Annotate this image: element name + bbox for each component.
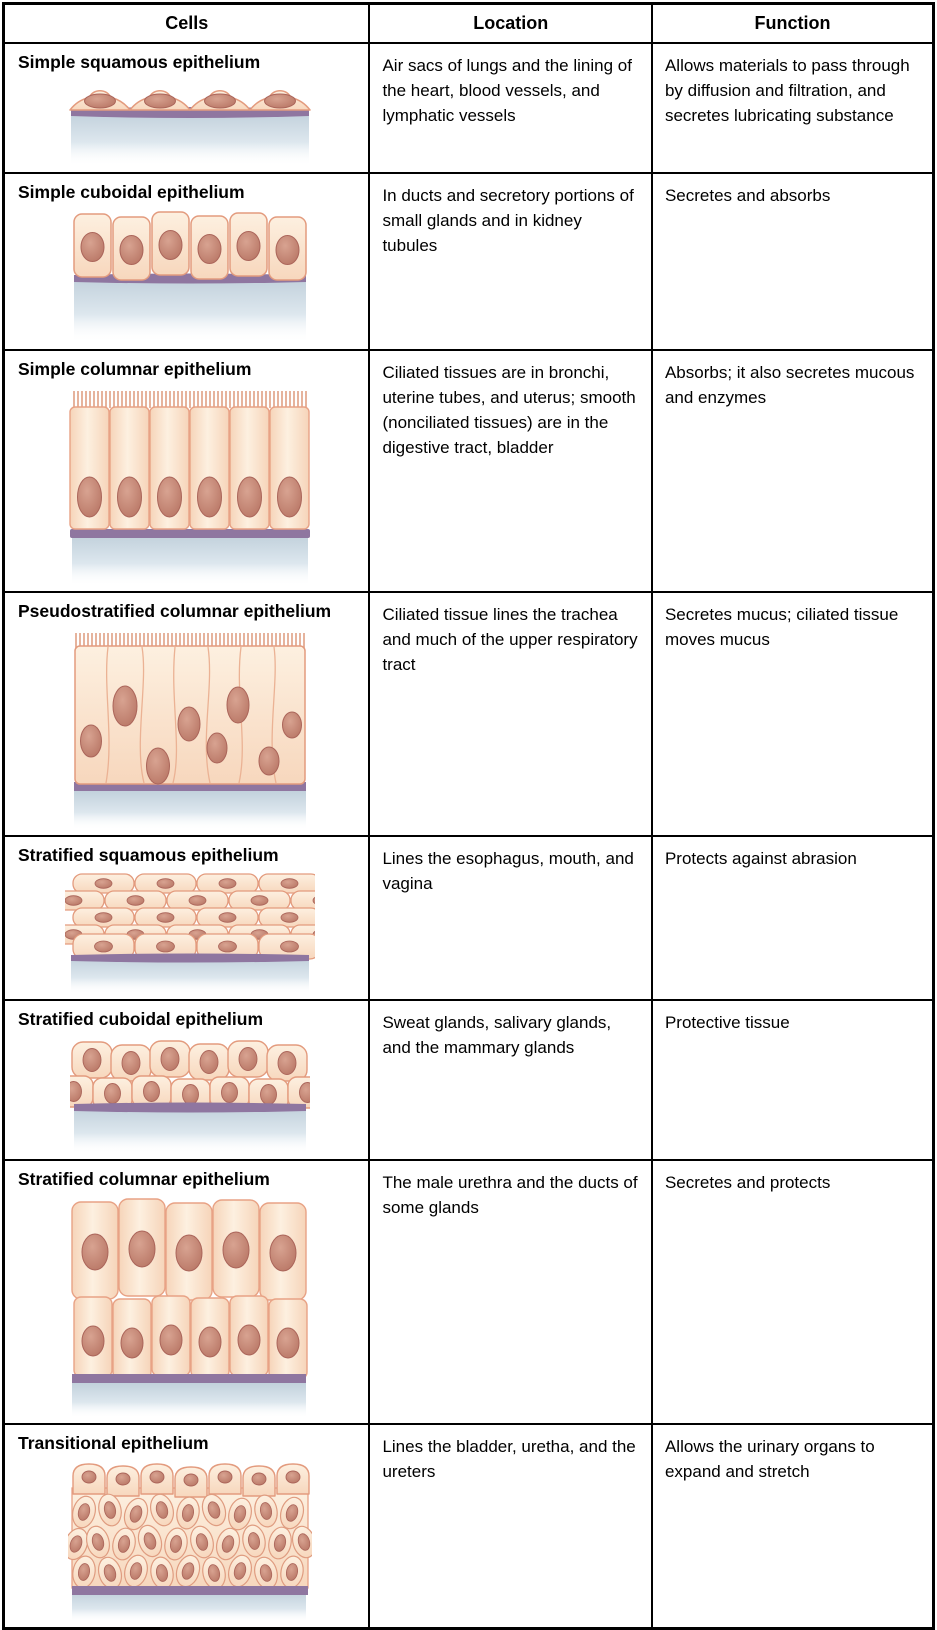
location-cell: The male urethra and the ducts of some glands — [369, 1160, 652, 1424]
location-cell: Ciliated tissues are in bronchi, uterine tubes, and uterus; smooth (nonciliated tissues) are in the digestive tract, bladder — [369, 350, 652, 592]
table-row — [4, 43, 934, 173]
table-row — [4, 1000, 934, 1160]
table-row — [4, 173, 934, 350]
location-cell: Ciliated tissue lines the trachea and much of the upper respiratory tract — [369, 592, 652, 836]
header-cells: Cells — [4, 4, 370, 43]
epithelium-table-page — [0, 2, 937, 1504]
cell-name-cell — [4, 836, 370, 1000]
cell-name-cell — [4, 592, 370, 836]
simple-squamous-epithelium-illustration — [65, 79, 315, 167]
tissue-name: Stratified squamous epithelium — [18, 844, 279, 865]
function-cell: Protective tissue — [652, 1000, 934, 1160]
tissue-name: Transitional epithelium — [18, 1432, 209, 1453]
stratified-squamous-epithelium-illustration — [65, 872, 315, 994]
function-cell: Allows the urinary organs to expand and stretch — [652, 1424, 934, 1629]
pseudostratified-columnar-epithelium-illustration — [70, 628, 310, 830]
function-cell: Allows materials to pass through by diffusion and filtration, and secretes lubricating substance — [652, 43, 934, 173]
table-row — [4, 836, 934, 1000]
location-cell: Sweat glands, salivary glands, and the mammary glands — [369, 1000, 652, 1160]
function-cell: Absorbs; it also secretes mucous and enzymes — [652, 350, 934, 592]
transitional-epithelium-illustration — [68, 1460, 312, 1622]
table-row — [4, 1424, 934, 1629]
header-row — [4, 4, 934, 43]
tissue-name: Simple squamous epithelium — [18, 51, 261, 72]
location-cell: In ducts and secretory portions of small glands and in kidney tubules — [369, 173, 652, 350]
tissue-name: Stratified cuboidal epithelium — [18, 1008, 264, 1029]
table-row — [4, 1160, 934, 1424]
function-cell: Protects against abrasion — [652, 836, 934, 1000]
header-function: Function — [652, 4, 934, 43]
cell-name-cell — [4, 1424, 370, 1629]
function-cell: Secretes and absorbs — [652, 173, 934, 350]
location-cell: Lines the esophagus, mouth, and vagina — [369, 836, 652, 1000]
cell-name-cell — [4, 1160, 370, 1424]
stratified-cuboidal-epithelium-illustration — [70, 1036, 310, 1154]
function-cell: Secretes and protects — [652, 1160, 934, 1424]
tissue-name: Stratified columnar epithelium — [18, 1168, 270, 1189]
header-location: Location — [369, 4, 652, 43]
simple-columnar-epithelium-illustration — [68, 386, 312, 586]
cell-name-cell — [4, 43, 370, 173]
tissue-name: Simple columnar epithelium — [18, 358, 252, 379]
tissue-name: Pseudostratified columnar epithelium — [18, 600, 332, 621]
cell-name-cell — [4, 173, 370, 350]
cell-name-cell — [4, 1000, 370, 1160]
epithelium-table — [2, 2, 935, 1630]
cell-name-cell — [4, 350, 370, 592]
tissue-name: Simple cuboidal epithelium — [18, 181, 245, 202]
stratified-columnar-epithelium-illustration — [68, 1196, 312, 1418]
location-cell: Air sacs of lungs and the lining of the heart, blood vessels, and lymphatic vessels — [369, 43, 652, 173]
location-cell: Lines the bladder, uretha, and the ureters — [369, 1424, 652, 1629]
table-row — [4, 592, 934, 836]
table-row — [4, 350, 934, 592]
function-cell: Secretes mucus; ciliated tissue moves mucus — [652, 592, 934, 836]
simple-cuboidal-epithelium-illustration — [70, 209, 310, 344]
